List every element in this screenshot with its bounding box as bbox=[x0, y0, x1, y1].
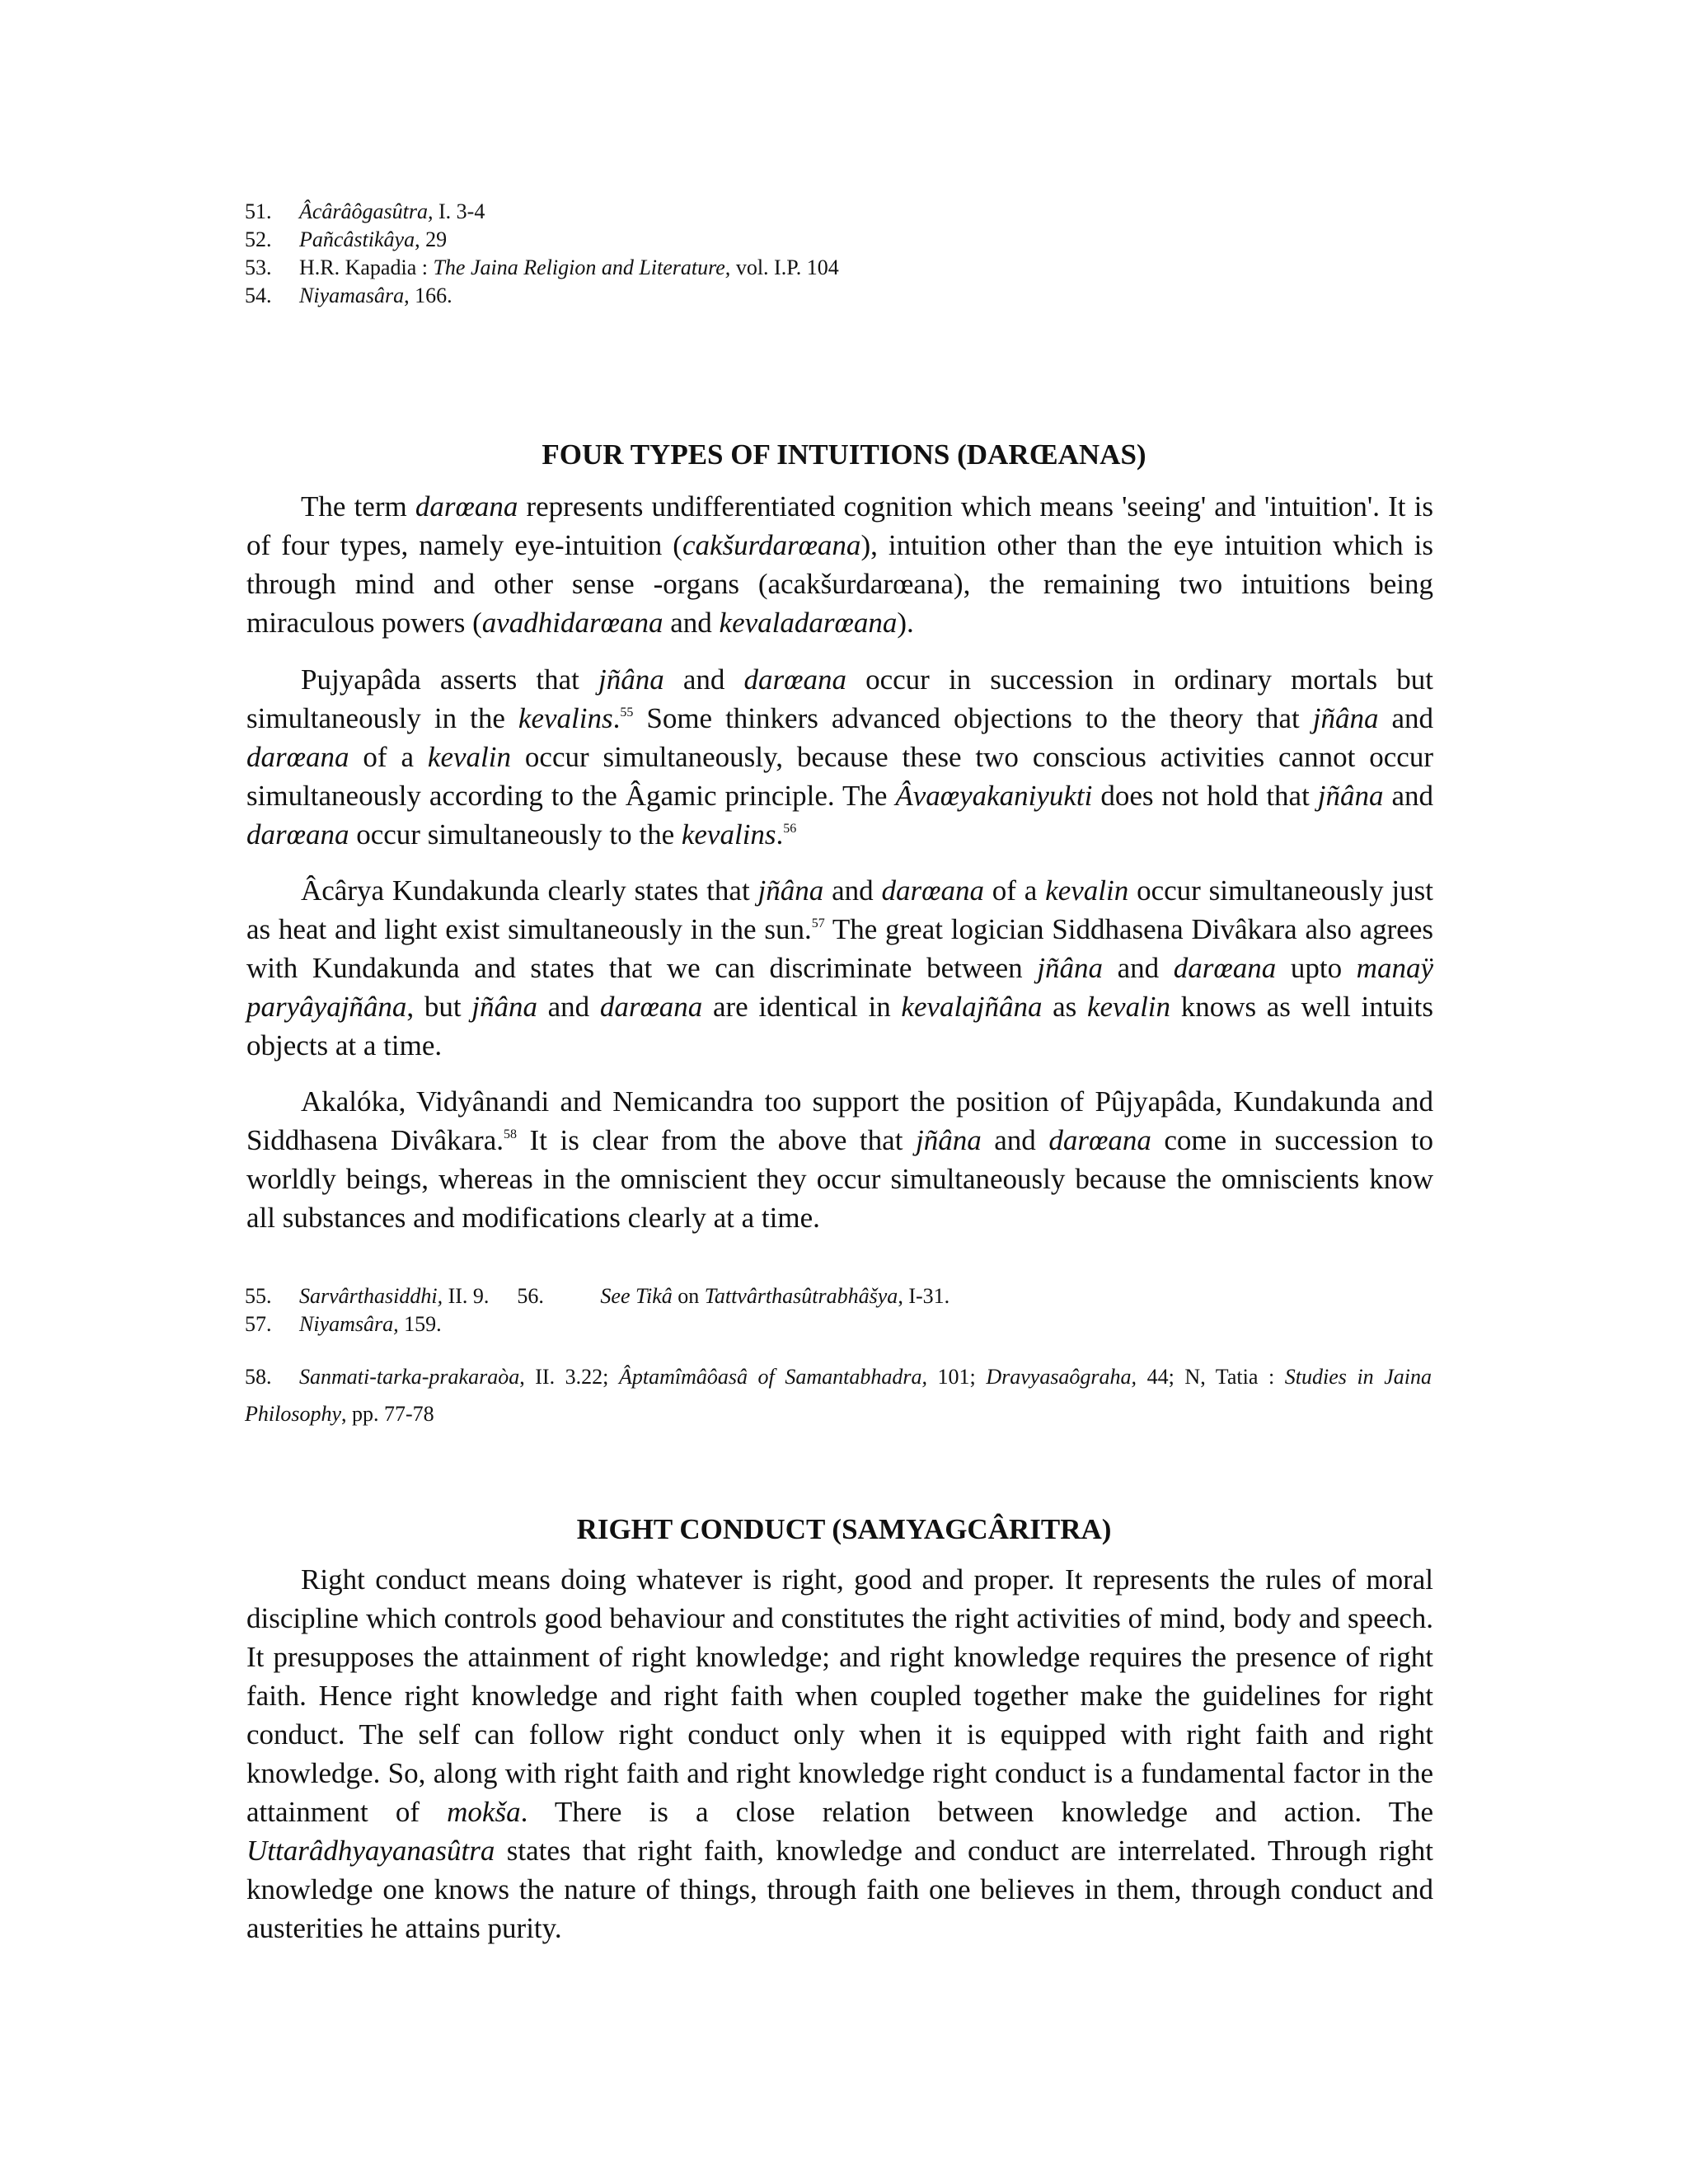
paragraph-darsana-types: The term darœana represents undifferentiated cognition which means 'seeing' and 'intuition'. It is of four types, namely eye-intuition (cakšurdarœana), intuition other than the eye intuition which is through mind and other sense -organs (acakšurdarœana), the remaining two intuitions being miraculous powers (avadhidarœana and kevaladarœana). bbox=[246, 490, 1433, 639]
footnote-54: 54. Niyamasâra, 166. bbox=[245, 284, 452, 307]
footnote-ref-56: 56 bbox=[783, 822, 797, 836]
footnotes-top bbox=[245, 198, 1432, 310]
footnotes-55-56 bbox=[245, 1282, 1432, 1310]
footnote-52: 52. Pañcâstikâya, 29 bbox=[245, 227, 448, 251]
paragraph-pujyapada: Pujyapâda asserts that jñâna and darœana occur in succession in ordinary mortals but simultaneously in the kevalins.$^{55}$ Some thinkers advanced objections to the theory that jñâna and darœana of a kevalin occur simultaneously, because these two conscious activities cannot occur simultaneously according to the Âgamic principle. The Âvaœyakaniyukti does not hold that jñâna and darœana occur simultaneously to the kevalins.$^{56}$ bbox=[246, 663, 1433, 851]
paragraph-right-conduct: Right conduct means doing whatever is right, good and proper. It represents the rules of moral discipline which controls good behaviour and constitutes the right activities of mind, body and speech. It presupposes the attainment of right knowledge; and right knowledge requires the presence of right faith. Hence right knowledge and right faith when coupled together make the guidelines for right conduct. The self can follow right conduct only when it is equipped with right faith and right knowledge. So, along with right faith and right knowledge right conduct is a fundamental factor in the attainment of mokša. There is a close relation between knowledge and action. The Uttarâdhyayanasûtra states that right faith, knowledge and conduct are interrelated. Through right knowledge one knows the nature of things, through faith one believes in them, through conduct and austerities he attains purity. bbox=[246, 1563, 1433, 1944]
section-heading-intuitions: FOUR TYPES OF INTUITIONS (DARŒANAS) bbox=[542, 438, 1146, 471]
footnote-57: 57. Niyamsâra, 159. bbox=[245, 1312, 442, 1336]
footnote-ref-57: 57 bbox=[811, 916, 825, 930]
footnote-58: 58. Sanmati-tarka-prakaraòa, II. 3.22; Âptamîmâôasâ of Samantabhadra, 101; Dravyasaôgraha, 44; N, Tatia : Studies in Jaina Philosophy, pp. 77-78 bbox=[245, 1365, 1432, 1426]
footnote-51: 51. Âcârâôgasûtra, I. 3-4 bbox=[245, 199, 485, 223]
paragraph-kundakunda: Âcârya Kundakunda clearly states that jñâna and darœana of a kevalin occur simultaneously just as heat and light exist simultaneously in the sun.$^{57}$ The great logician Siddhasena Divâkara also agrees with Kundakunda and states that we can discriminate between jñâna and darœana upto manaÿ paryâyajñâna, but jñâna and darœana are identical in kevalajñâna as kevalin knows as well intuits objects at a time. bbox=[246, 874, 1434, 1062]
footnote-ref-55: 55 bbox=[620, 705, 634, 719]
footnote-53: 53. H.R. Kapadia : The Jaina Religion and Literature, vol. I.P. 104 bbox=[245, 255, 839, 279]
paragraph-akalanka: Akalóka, Vidyânandi and Nemicandra too support the position of Pûjyapâda, Kundakunda and Siddhasena Divâkara.$^{58}$ It is clear from the above that jñâna and darœana come in succession to worldly beings, whereas in the omniscient they occur simultaneously because the omniscients know all substances and modifications clearly at a time. bbox=[246, 1085, 1433, 1234]
footnote-56: 56. See Tikâ on Tattvârthasûtrabhâšya, I-31. bbox=[517, 1284, 950, 1308]
section-heading-right-conduct: RIGHT CONDUCT (SAMYAGCÂRITRA) bbox=[576, 1513, 1112, 1545]
footnote-55: 55. Sarvârthasiddhi, II. 9. bbox=[245, 1284, 490, 1308]
footnote-ref-58: 58 bbox=[503, 1127, 517, 1141]
